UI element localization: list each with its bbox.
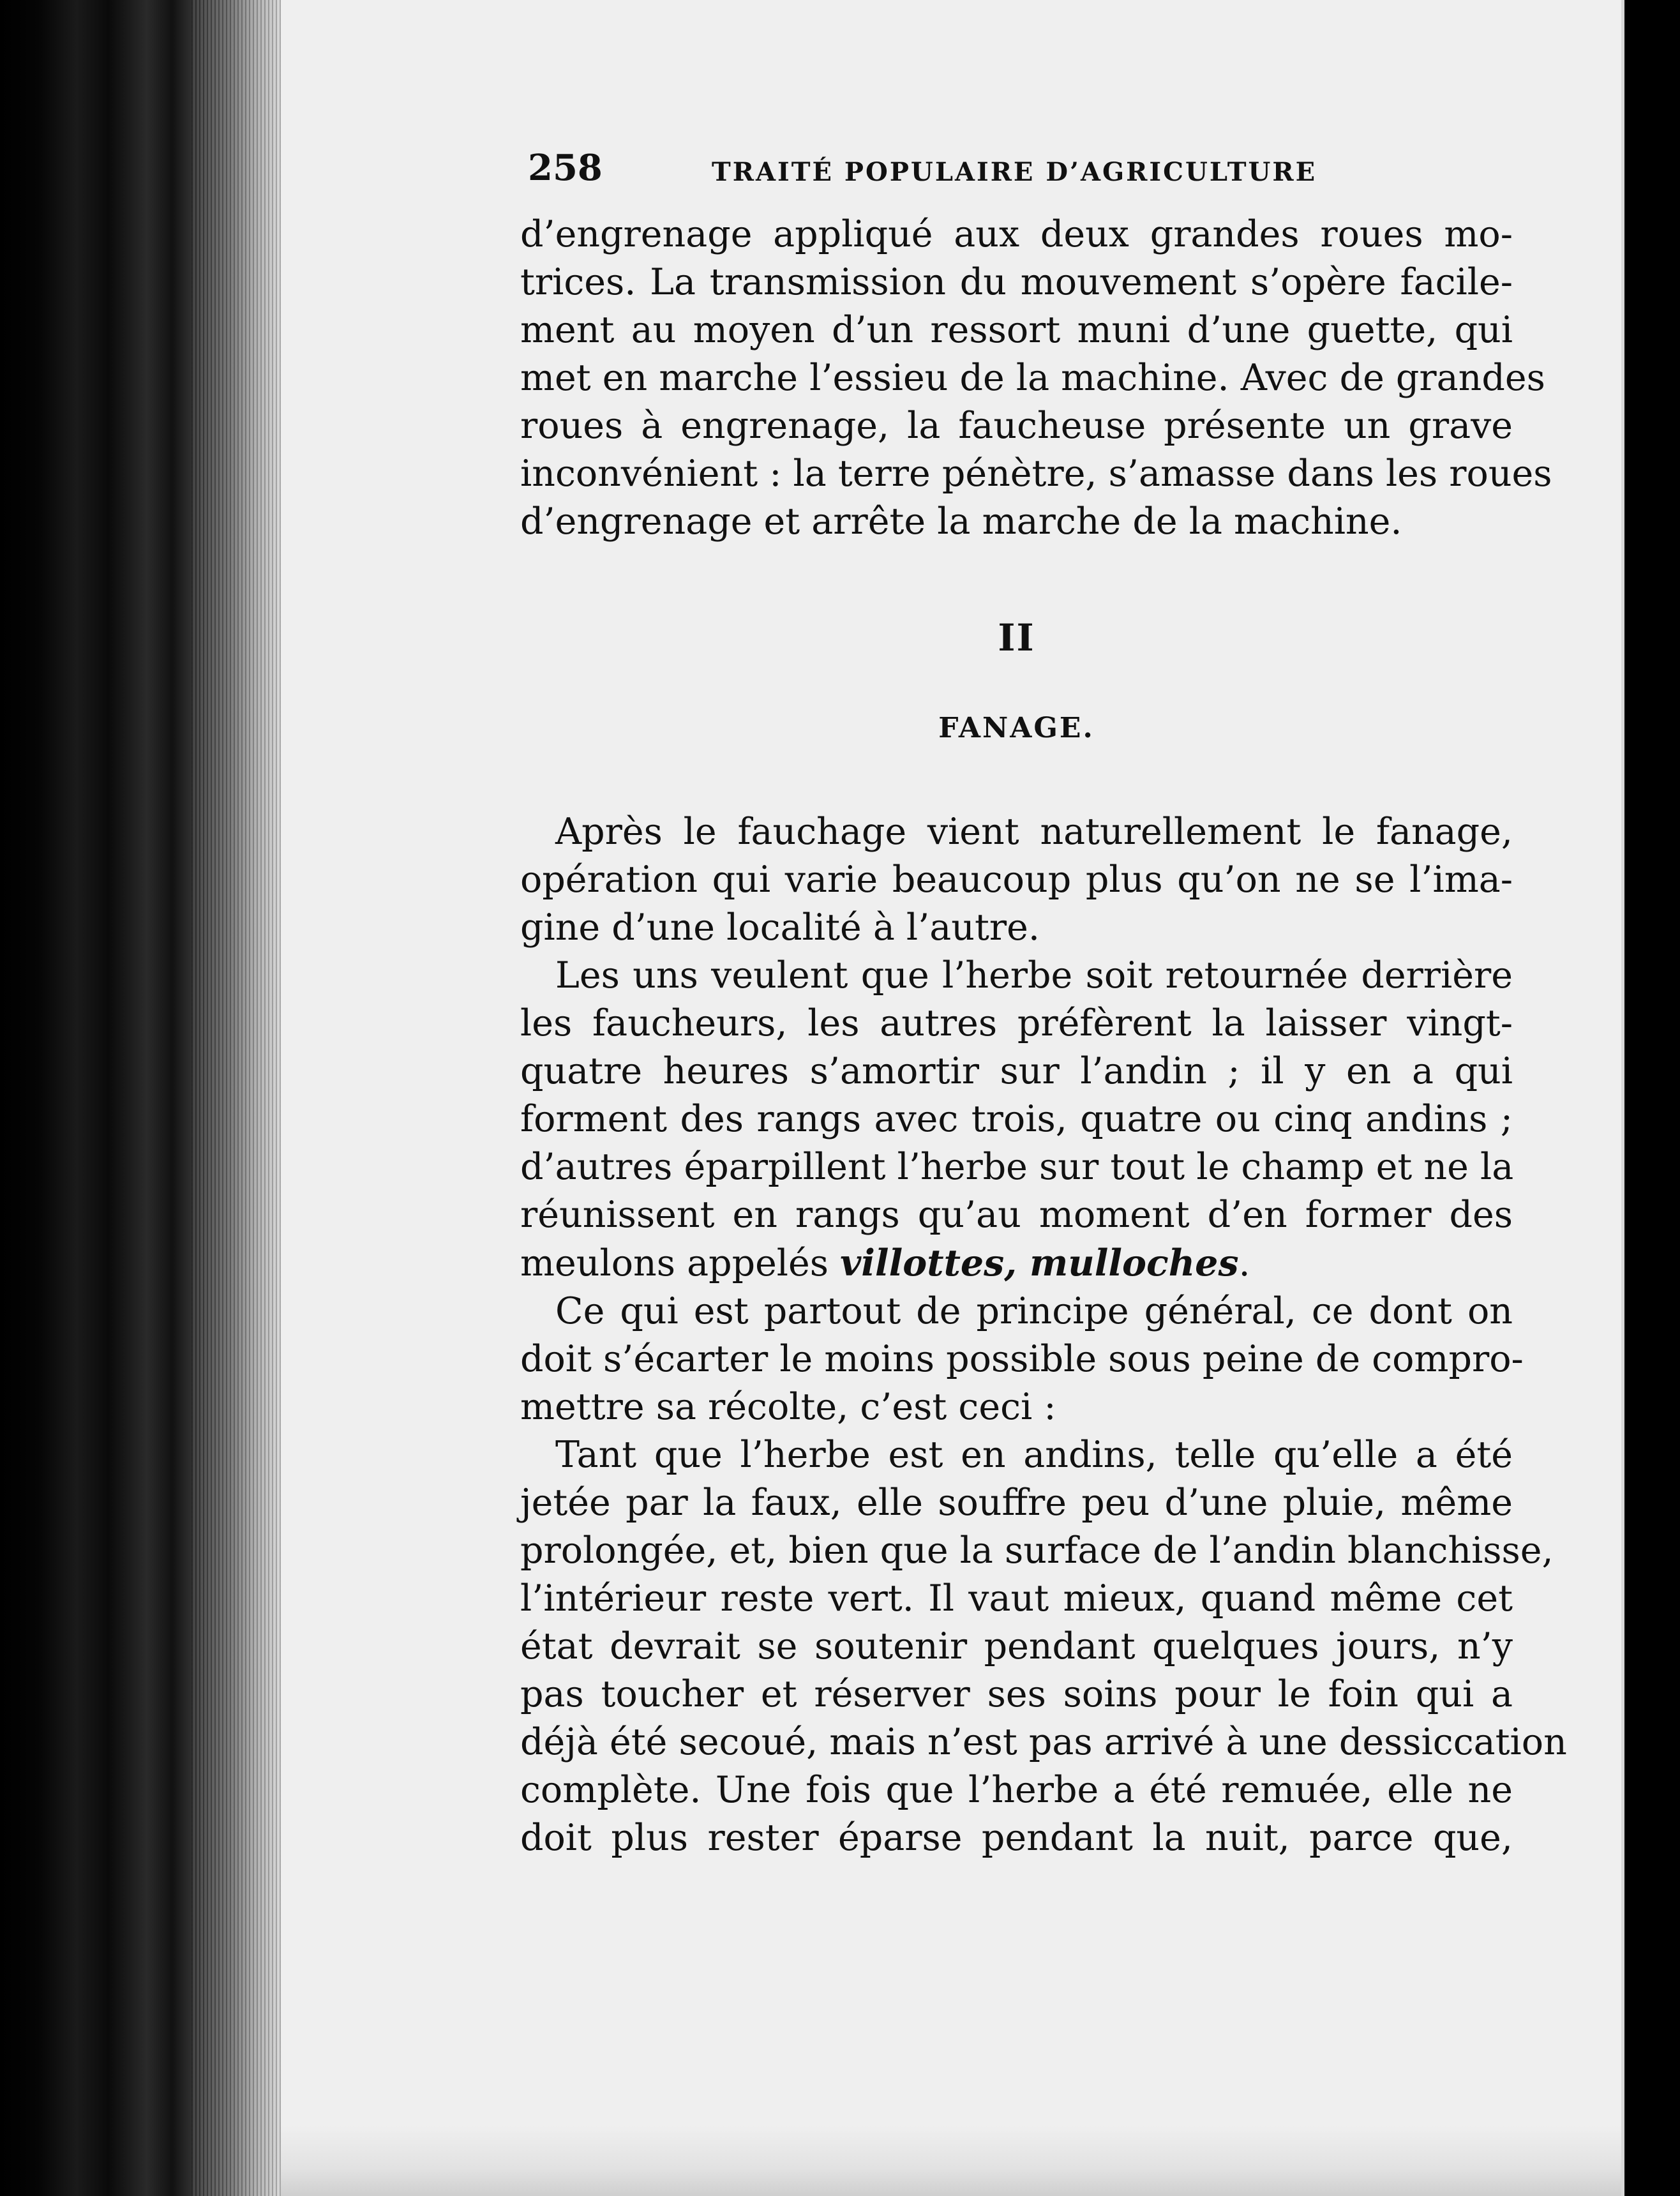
text-run: .	[1238, 1242, 1250, 1284]
text-line: d’engrenage et arrête la marche de la machine.	[520, 500, 1402, 543]
text-line: Les uns veulent que l’herbe soit retournée derrière	[555, 954, 1513, 996]
paragraph-2	[520, 808, 1513, 952]
text-line: roues à engrenage, la faucheuse présente un grave	[520, 405, 1513, 447]
text-line: d’engrenage appliqué aux deux grandes roues mo-	[520, 213, 1513, 255]
section-title: FANAGE.	[938, 712, 1095, 744]
text-line: Après le fauchage vient naturellement le fanage,	[555, 811, 1513, 853]
running-head: TRAITÉ POPULAIRE D’AGRICULTURE	[712, 157, 1317, 187]
text-line: inconvénient : la terre pénètre, s’amasse dans les roues	[520, 453, 1552, 495]
text-line: état devrait se soutenir pendant quelques jours, n’y	[520, 1625, 1513, 1667]
text-line: pas toucher et réserver ses soins pour le foin qui a	[520, 1673, 1513, 1715]
text-line: d’autres éparpillent l’herbe sur tout le champ et ne la	[520, 1146, 1514, 1188]
text-line: mettre sa récolte, c’est ceci :	[520, 1386, 1056, 1428]
text-line: quatre heures s’amortir sur l’andin ; il y en a qui	[520, 1050, 1513, 1092]
text-line: doit s’écarter le moins possible sous peine de compro-	[520, 1338, 1524, 1380]
paragraph-1	[520, 211, 1552, 546]
text-line	[520, 1239, 1513, 1288]
text-line: doit plus rester éparse pendant la nuit, parce que,	[520, 1817, 1513, 1859]
section-number: II	[998, 616, 1035, 659]
text-line: réunissent en rangs qu’au moment d’en former des	[520, 1194, 1513, 1236]
text-line: gine d’une localité à l’autre.	[520, 906, 1040, 949]
text-run: meulons appelés	[520, 1242, 841, 1284]
text-line: jetée par la faux, elle souffre peu d’une pluie, même	[520, 1482, 1513, 1524]
text-line: Tant que l’herbe est en andins, telle qu’elle a été	[555, 1434, 1513, 1476]
text-line: les faucheurs, les autres préfèrent la laisser vingt-	[520, 1002, 1513, 1044]
text-line: trices. La transmission du mouvement s’opère facile-	[520, 261, 1513, 303]
page-number: 258	[528, 147, 603, 189]
paragraph-4	[520, 1288, 1524, 1431]
paragraph-5	[520, 1431, 1567, 1862]
right-border	[1624, 0, 1680, 2196]
text-line: déjà été secoué, mais n’est pas arrivé à une dessiccation	[520, 1721, 1567, 1763]
text-line: complète. Une fois que l’herbe a été remuée, elle ne	[520, 1769, 1513, 1811]
page-header	[520, 140, 1513, 211]
text-line: Ce qui est partout de principe général, ce dont on	[555, 1290, 1513, 1332]
text-line: opération qui varie beaucoup plus qu’on ne se l’ima-	[520, 859, 1513, 901]
text-line: l’intérieur reste vert. Il vaut mieux, quand même cet	[520, 1577, 1513, 1620]
text-line: ment au moyen d’un ressort muni d’une guette, qui	[520, 309, 1513, 351]
text-line: forment des rangs avec trois, quatre ou cinq andins ;	[520, 1098, 1513, 1140]
text-line: prolongée, et, bien que la surface de l’andin blanchisse,	[520, 1530, 1554, 1572]
bottom-shadow	[281, 2126, 1621, 2196]
italic-terms: villottes, mulloches	[840, 1242, 1239, 1284]
paragraph-3	[520, 952, 1513, 1288]
text-block	[520, 140, 1567, 1862]
text-line: met en marche l’essieu de la machine. Avec de grandes	[520, 357, 1545, 399]
